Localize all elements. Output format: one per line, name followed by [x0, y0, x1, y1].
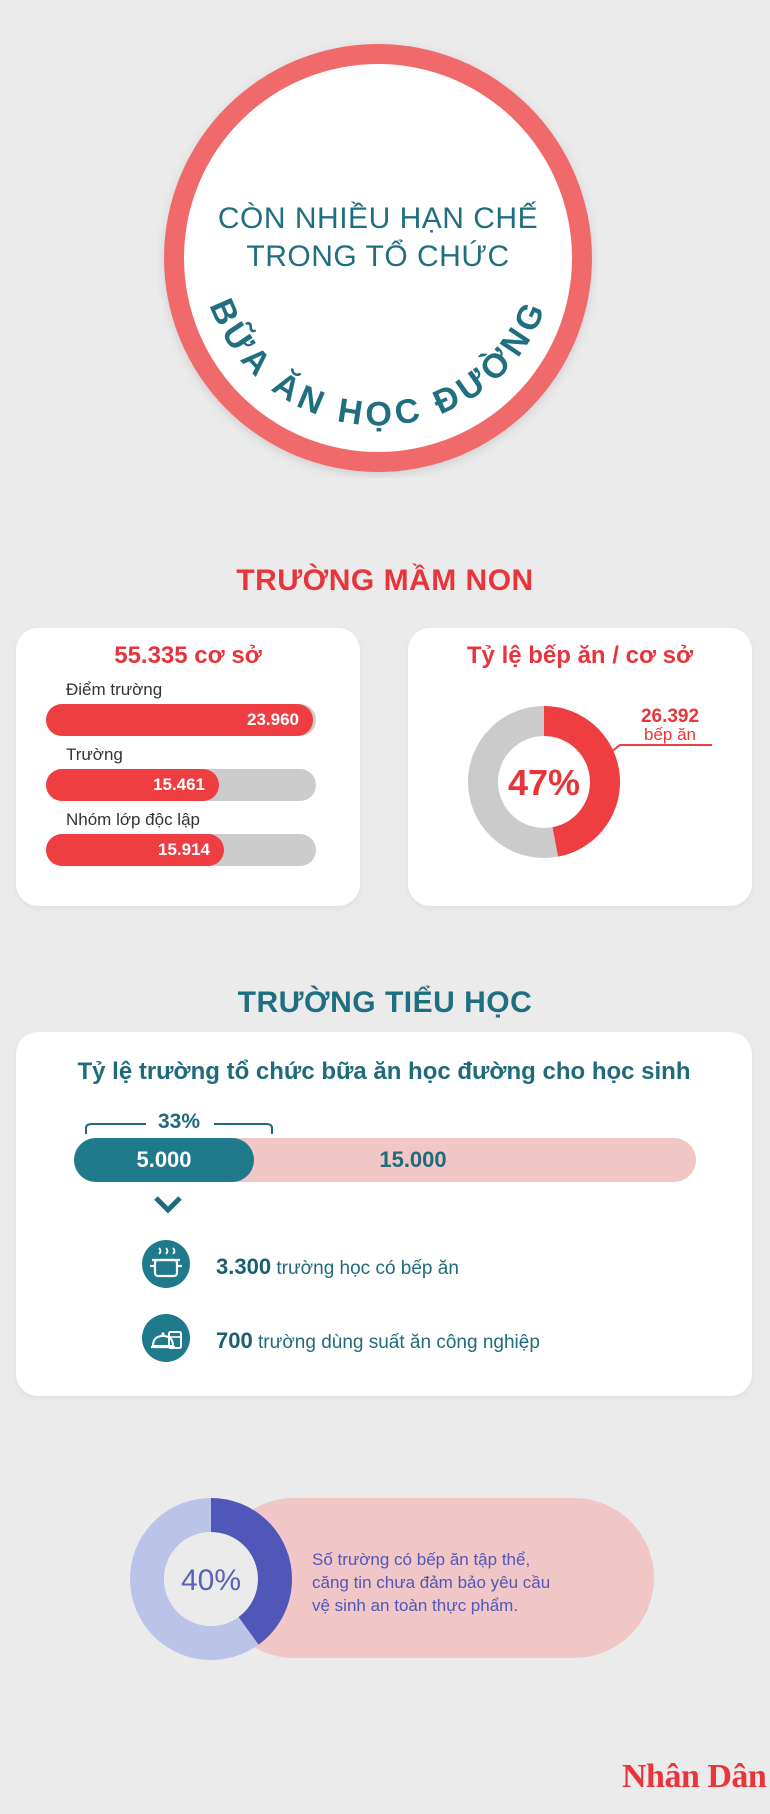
primary-ratio-track — [74, 1138, 696, 1182]
callout-value: 26.392 — [640, 706, 700, 727]
stat-industrial-number: 700 — [216, 1328, 253, 1353]
kitchen-donut — [408, 628, 752, 906]
safety-text-line-1: Số trường có bếp ăn tập thể, — [312, 1550, 531, 1569]
primary-left-value: 5.000 — [136, 1147, 192, 1172]
hero-badge-graphic — [158, 38, 598, 478]
kitchen-ratio-card — [408, 628, 752, 906]
bar-fill-diem-truong: 23.960 — [46, 704, 313, 736]
callout-unit: bếp ăn — [644, 725, 696, 744]
nhan-dan-logo: Nhân Dân — [622, 1758, 767, 1795]
safety-text — [312, 1548, 642, 1617]
hero-curved-text: BỮA ĂN HỌC ĐƯỜNG — [201, 292, 555, 434]
bar-label-diem-truong: Điểm trường — [66, 680, 163, 699]
chevron-down-icon — [153, 1194, 183, 1216]
hero-badge — [158, 38, 598, 478]
primary-card-heading: Tỷ lệ trường tổ chức bữa ăn học đường cho học sinh — [77, 1058, 691, 1085]
stat-item-kitchens — [216, 1254, 459, 1280]
bar-fill-nhom-lop: 15.914 — [46, 834, 224, 866]
bar-fill-truong: 15.461 — [46, 769, 219, 801]
bracket-percent: 33% — [157, 1110, 201, 1133]
donut-percent-label: 47% — [507, 762, 581, 803]
kitchen-ratio-heading: Tỷ lệ bếp ăn / cơ sở — [466, 642, 694, 669]
bar-label-nhom-lop: Nhóm lớp độc lập — [66, 810, 200, 829]
preschool-section-title: TRƯỜNG MẦM NON — [236, 564, 534, 597]
primary-ratio-fill — [74, 1138, 254, 1182]
safety-percent-label: 40% — [180, 1564, 242, 1597]
hero-line-2: TRONG TỔ CHỨC — [246, 240, 510, 273]
cooking-pot-icon — [142, 1240, 190, 1288]
primary-card — [16, 1032, 752, 1396]
bar-track-diem-truong — [46, 704, 316, 736]
facilities-heading: 55.335 cơ sở — [114, 642, 262, 669]
hero-line-1: CÒN NHIỀU HẠN CHẾ — [217, 202, 539, 235]
stat-kitchens-text: trường học có bếp ăn — [276, 1258, 459, 1279]
stat-kitchens-number: 3.300 — [216, 1254, 272, 1279]
safety-text-line-3: vệ sinh an toàn thực phẩm. — [312, 1596, 519, 1615]
stat-item-industrial-meals — [216, 1328, 540, 1354]
stat-industrial-text: trường dùng suất ăn công nghiệp — [258, 1332, 540, 1353]
packaged-meal-icon — [142, 1314, 190, 1362]
bar-track-nhom-lop — [46, 834, 316, 866]
primary-right-value: 15.000 — [379, 1147, 447, 1172]
bar-track-truong — [46, 769, 316, 801]
facilities-card — [16, 628, 360, 906]
primary-section-title: TRƯỜNG TIỂU HỌC — [237, 986, 533, 1019]
safety-donut — [128, 1496, 294, 1662]
bar-label-truong: Trường — [66, 745, 123, 764]
safety-text-line-2: căng tin chưa đảm bảo yêu cầu — [312, 1573, 551, 1592]
